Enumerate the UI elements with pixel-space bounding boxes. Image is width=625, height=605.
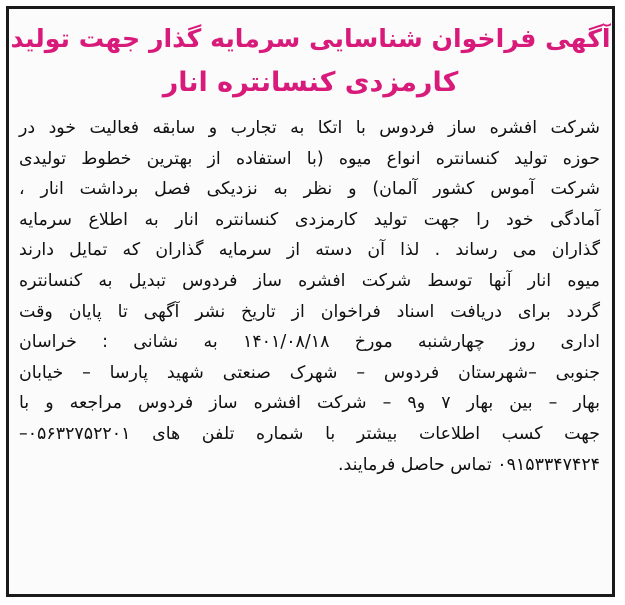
- body-line: جهت کسب اطلاعات بیشتر با شماره تلفن های ۰۵۶۳۲۷۵۲۲۰۱–: [19, 423, 600, 444]
- notice-title-line-2: کارمزدی کنسانتره انار: [162, 67, 459, 98]
- body-line: گردد برای دریافت اسناد فراخوان از تاریخ نشر آگهی تا پایان وقت: [19, 301, 600, 322]
- notice-frame: [6, 6, 615, 597]
- body-line: جنوبی –شهرستان فردوس – شهرک صنعتی شهید پارسا – خیابان: [19, 362, 600, 383]
- notice-body: [19, 113, 600, 480]
- body-line: بهار – بین بهار ۷ و۹ – شرکت افشره ساز فردوس مراجعه و با: [19, 393, 600, 414]
- body-line: گذاران می رساند . لذا آن دسته از سرمایه گذاران که تمایل دارند: [19, 240, 600, 261]
- body-line: میوه انار آنها توسط شرکت افشره ساز فردوس تبدیل به کنسانتره: [19, 270, 600, 291]
- notice-title-line-1: آگهی فراخوان شناسایی سرمایه گذار جهت تولید: [10, 24, 611, 53]
- body-line: شرکت آموس کشور آلمان) و نظر به نزدیکی فصل برداشت انار ،: [19, 179, 600, 200]
- body-line: ۰۹۱۵۳۳۴۷۴۲۴ تماس حاصل فرمایند.: [337, 454, 600, 475]
- body-line: حوزه تولید کنسانتره انواع میوه (با استفاده از بهترین خطوط تولیدی: [19, 148, 600, 169]
- body-line: آمادگی خود را جهت تولید کارمزدی کنسانتره انار به اطلاع سرمایه: [19, 209, 600, 230]
- body-line: اداری روز چهارشنبه مورخ ۱۴۰۱/۰۸/۱۸ به نشانی : خراسان: [19, 332, 600, 353]
- body-line: شرکت افشره ساز فردوس با اتکا به تجارب و سابقه فعالیت خود در: [19, 118, 600, 138]
- notice-title: [9, 17, 612, 105]
